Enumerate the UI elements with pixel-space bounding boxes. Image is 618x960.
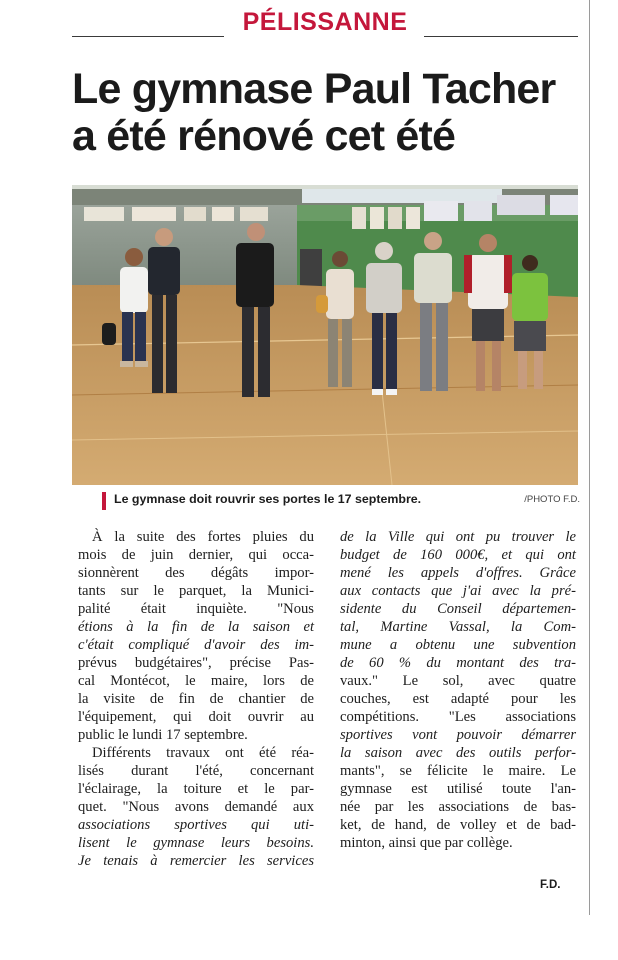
column-rule [589, 0, 590, 915]
rubric-header [72, 8, 578, 42]
text-line: mune a obtenu une subvention [340, 637, 576, 653]
text-line: compétitions. "Les associations [340, 709, 576, 725]
text-line: la visite de fin de chantier de [78, 691, 314, 707]
rubric-title: PÉLISSANNE [242, 8, 408, 36]
text-line: mants", se félicite le maire. Le [340, 763, 576, 779]
text-line: couches, est adapté pour les [340, 691, 576, 707]
text-line: tal, Martine Vassal, la Com- [340, 619, 576, 635]
text-line: sionnèrent des dégâts impor- [78, 565, 314, 581]
rubric-line-left [72, 36, 224, 37]
text-line: palité était inquiète. "Nous [78, 601, 314, 617]
text-line: mené les appels d'offres. Grâce [340, 565, 576, 581]
text-line: Je tenais à remercier les services [78, 853, 314, 869]
text-line: cal Montécot, le maire, lors de [78, 673, 314, 689]
text-line: gymnase est utilisé toute l'an- [340, 781, 576, 797]
headline-line-1: Le gymnase Paul Tacher [72, 65, 556, 113]
caption-marker [102, 492, 106, 510]
text-line: quet. "Nous avons demandé aux [78, 799, 314, 815]
headline-line-2: a été rénové cet été [72, 112, 456, 160]
text-line: public le lundi 17 septembre. [78, 727, 248, 743]
text-line: tants sur le parquet, la Munici- [78, 583, 314, 599]
rubric-line-right [424, 36, 578, 37]
text-line: sportives vont pouvoir démarrer [340, 727, 576, 743]
text-line: ket, de hand, de volley et de bad- [340, 817, 576, 833]
text-line: lisés durant l'été, concernant [78, 763, 314, 779]
photo-caption [102, 490, 582, 510]
gymnasium-photo [72, 185, 578, 485]
text-line: lisent le gymnase leurs besoins. [78, 835, 314, 851]
text-line: sidente du Conseil départemen- [340, 601, 576, 617]
text-line: de 60 % du montant des tra- [340, 655, 576, 671]
text-line: vaux." Le sol, avec quatre [340, 673, 576, 689]
text-line: minton, ainsi que par collège. [340, 835, 513, 851]
headline [72, 66, 582, 160]
author-signature: F.D. [540, 879, 561, 891]
text-line: de la Ville qui ont pu trouver le [340, 529, 576, 545]
photo-credit: /PHOTO F.D. [524, 494, 580, 505]
text-line: c'était compliqué d'avoir des im- [78, 637, 314, 653]
text-line: À la suite des fortes pluies du [92, 529, 314, 545]
article-column-left [78, 528, 314, 870]
caption-text: Le gymnase doit rouvrir ses portes le 17 septembre. [114, 492, 422, 506]
text-line: étions à la fin de la saison et [78, 619, 314, 635]
text-line: aux contacts que j'ai avec la pré- [340, 583, 576, 599]
text-line: prévus budgétaires", précise Pas- [78, 655, 314, 671]
text-line: mois de juin dernier, qui occa- [78, 547, 314, 563]
text-line: budget de 160 000€, et qui ont [340, 547, 576, 563]
article-column-right [340, 528, 576, 852]
text-line: née par les associations de bas- [340, 799, 576, 815]
text-line: associations sportives qui uti- [78, 817, 314, 833]
text-line: l'équipement, qui doit ouvrir au [78, 709, 314, 725]
text-line: l'éclairage, la toiture et le par- [78, 781, 314, 797]
text-line: la saison avec des outils perfor- [340, 745, 576, 761]
text-line: Différents travaux ont été réa- [92, 745, 314, 761]
